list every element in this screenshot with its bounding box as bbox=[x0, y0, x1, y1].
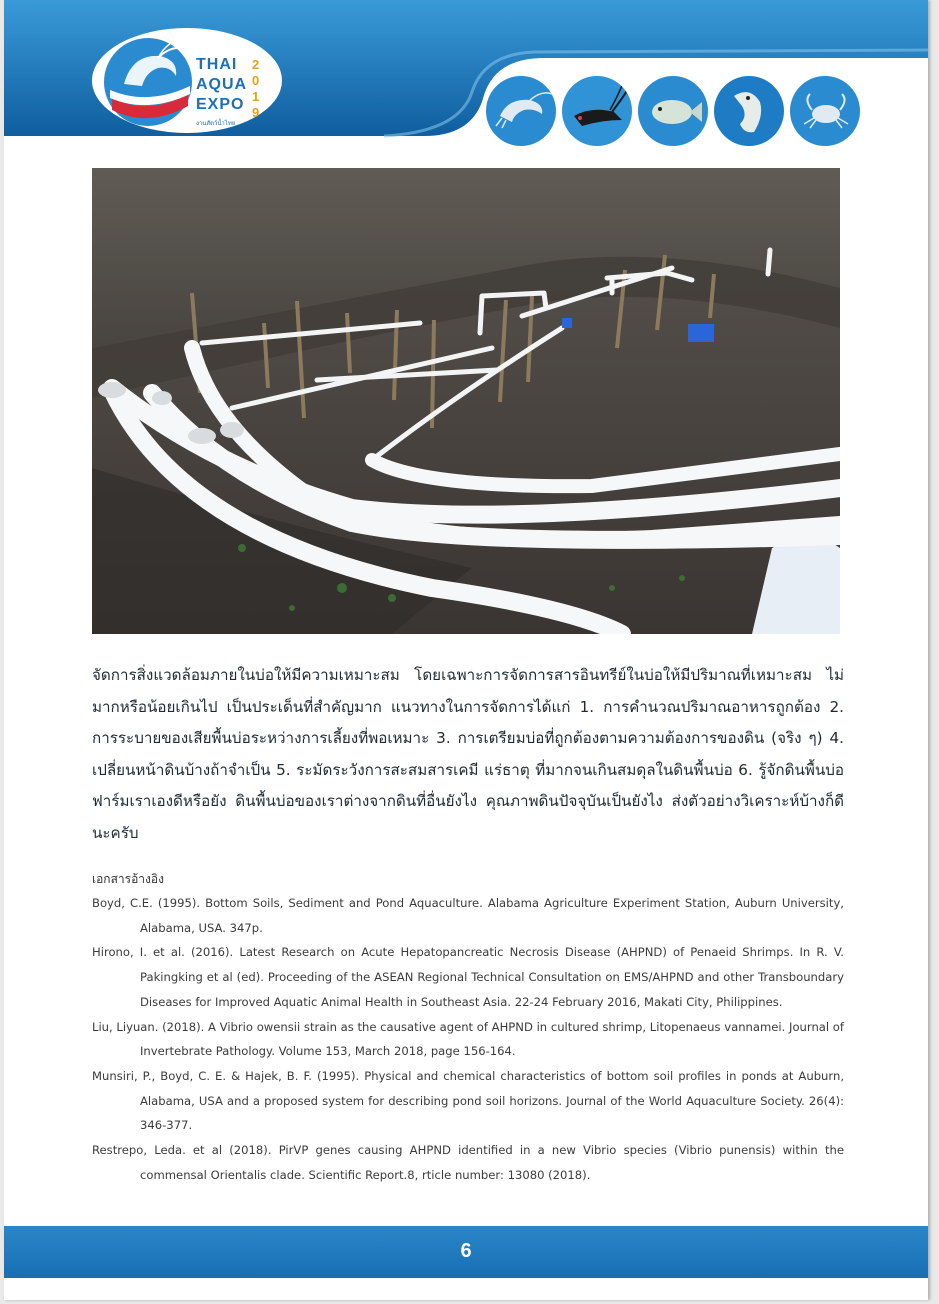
reference-item: Munsiri, P., Boyd, C. E. & Hajek, B. F. (1995). Physical and chemical characteristics of bottom soil profiles in ponds at Auburn, Alabama, USA and a proposed system for describing pond soil horizons. Journal of the World Aquaculture Society. 26(4): 346-377. bbox=[92, 1068, 844, 1133]
logo-year-digit: 0 bbox=[252, 73, 260, 88]
page-footer bbox=[4, 1226, 928, 1278]
logo-year-digit: 9 bbox=[252, 105, 260, 120]
logo-year-digit: 1 bbox=[252, 89, 260, 104]
logo-word-expo: EXPO bbox=[196, 96, 245, 113]
fish-icon bbox=[638, 76, 708, 146]
shrimp-logo-icon bbox=[102, 36, 194, 128]
reference-item: Hirono, I. et al. (2016). Latest Research on Acute Hepatopancreatic Necrosis Disease (AHPND) of Penaeid Shrimps. In R. V. Pakingking et al (ed). Proceeding of the ASEAN Regional Technical Consultation on EMS/AHPND and other Transboundary Diseases for Improved Aquatic Animal Health in Southeast Asia. 22-24 February 2016, Makati City, Philippines. bbox=[92, 945, 844, 1009]
logo-word-thai: THAI bbox=[196, 56, 238, 73]
pond-pipe-photo bbox=[92, 168, 840, 634]
page-header bbox=[4, 0, 928, 136]
reference-item: Liu, Liyuan. (2018). A Vibrio owensii strain as the causative agent of AHPND in cultured shrimp, Litopenaeus vannamei. Journal of Invertebrate Pathology. Volume 153, March 2018, page 156-164. bbox=[92, 1019, 844, 1059]
logo-word-aqua: AQUA bbox=[196, 76, 248, 93]
logo-year-digit: 2 bbox=[252, 57, 260, 72]
lobster-icon bbox=[562, 76, 632, 146]
references-heading: เอกสารอ้างอิง bbox=[92, 872, 164, 886]
reference-list bbox=[92, 891, 844, 1187]
page-number: 6 bbox=[460, 1240, 472, 1262]
reference-item: Boyd, C.E. (1995). Bottom Soils, Sediment and Pond Aquaculture. Alabama Agriculture Experiment Station, Auburn University, Alabama, USA. 347p. bbox=[92, 896, 844, 935]
crab-icon bbox=[790, 76, 860, 146]
thai-aqua-expo-logo bbox=[92, 28, 282, 133]
shrimp-icon bbox=[486, 76, 556, 146]
catfish-icon bbox=[714, 76, 784, 146]
logo-subtitle: งานสัตว์น้ำไทย bbox=[196, 120, 236, 127]
magazine-page bbox=[4, 0, 928, 1300]
reference-item: Restrepo, Leda. et al (2018). PirVP genes causing AHPND identified in a new Vibrio species (Vibrio punensis) within the commensal Orientalis clade. Scientific Report.8, rticle number: 13080 (2018). bbox=[92, 1143, 844, 1182]
article-paragraph: จัดการสิ่งแวดล้อมภายในบ่อให้มีความเหมาะสม โดยเฉพาะการจัดการสารอินทรีย์ในบ่อให้มีปริมาณที่เหมาะสม ไม่มากหรือน้อยเกินไป เป็นประเด็นที่สำคัญมาก แนวทางในการจัดการได้แก่ 1. การคำนวณปริมาณอาหารถูกต้อง 2. การระบายของเสียพื้นบ่อระหว่างการเลี้ยงที่พอเหมาะ 3. การเตรียมบ่อที่ถูกต้องตามความต้องการของดิน (จริง ๆ) 4. เปลี่ยนหน้าดินบ้างถ้าจำเป็น 5. ระมัดระวังการสะสมสารเคมี แร่ธาตุ ที่มากจนเกินสมดุลในดินพื้นบ่อ 6. รู้จักดินพื้นบ่อฟาร์มเราเองดีหรือยัง ดินพื้นบ่อของเราต่างจากดินที่อื่นยังไง คุณภาพดินปัจจุบันเป็นยังไง ส่งตัวอย่างวิเคราะห์บ้างก็ดีนะครับ bbox=[92, 666, 844, 842]
